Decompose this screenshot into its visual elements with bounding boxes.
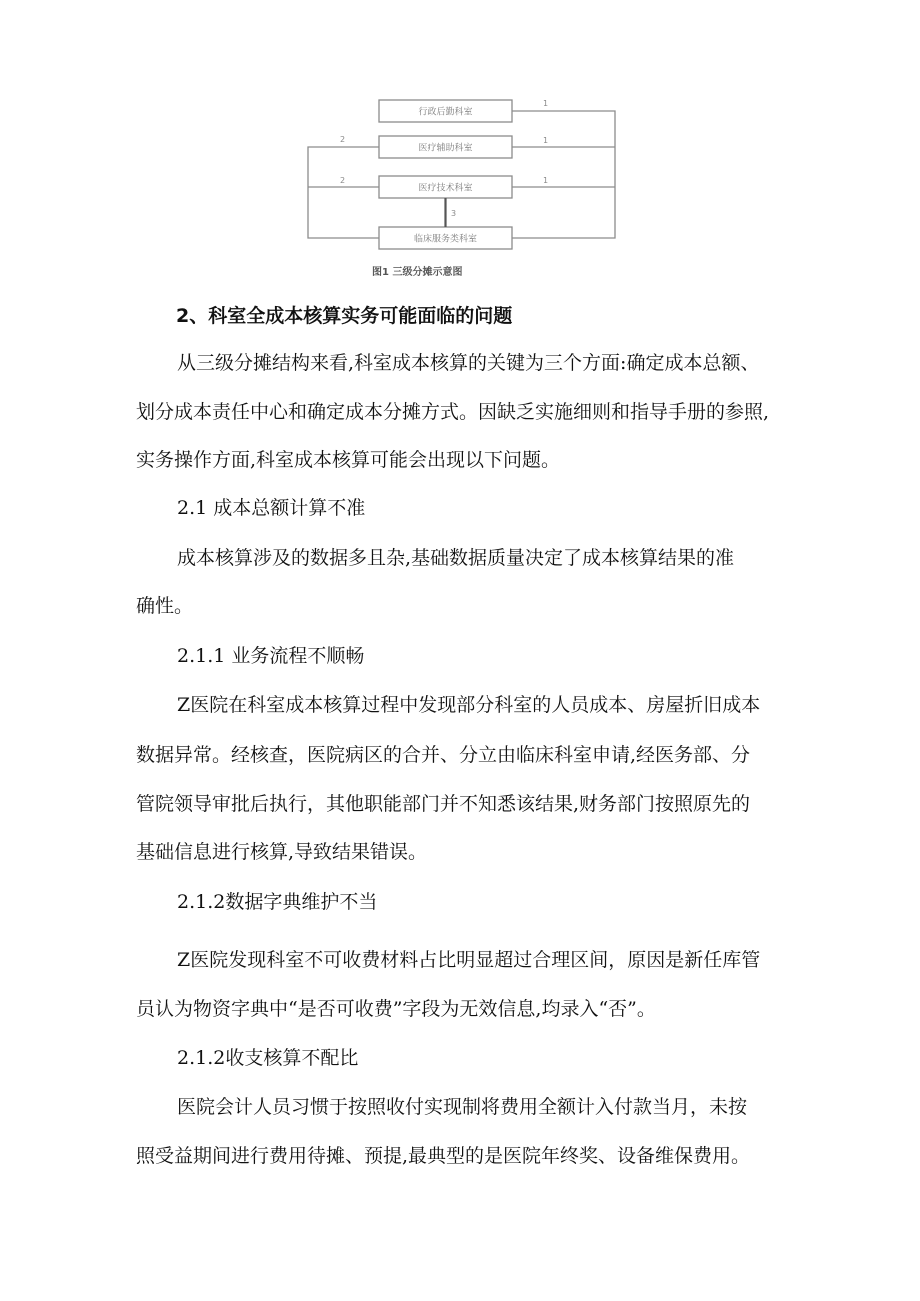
edge-label-center: 3 (451, 209, 457, 218)
subheading-2-1-2-dictionary: 2.1.2数据字典维护不当 (177, 891, 378, 913)
intro-line-3: 实务操作方面,科室成本核算可能会出现以下问题。 (136, 449, 561, 471)
allocation-diagram-svg (300, 90, 620, 285)
intro-line-2: 划分成本责任中心和确定成本分摊方式。因缺乏实施细则和指导手册的参照, (136, 401, 770, 423)
edge-label-right-lower: 1 (543, 176, 549, 185)
para-2-1-line-1: 成本核算涉及的数据多且杂,基础数据质量决定了成本核算结果的准 (177, 547, 735, 569)
edge-label-right-top: 1 (543, 99, 549, 108)
intro-line-1: 从三级分摊结构来看,科室成本核算的关键为三个方面:确定成本总额、 (177, 352, 760, 374)
allocation-diagram (300, 90, 620, 285)
para-2-1-line-2: 确性。 (136, 595, 194, 617)
para-2-1-1-line-3: 管院领导审批后执行，其他职能部门并不知悉该结果,财务部门按照原先的 (136, 793, 751, 815)
box-label-admin: 行政后勤科室 (418, 107, 473, 118)
edge-label-left-upper: 2 (340, 135, 346, 144)
para-2-1-1-line-4: 基础信息进行核算,导致结果错误。 (136, 841, 428, 863)
para-2-1-2-matching-line-2: 照受益期间进行费用待摊、预提,最典型的是医院年终奖、设备维保费用。 (136, 1145, 751, 1167)
subheading-2-1-1: 2.1.1 业务流程不顺畅 (177, 645, 365, 667)
para-2-1-2-dictionary-line-1: Z医院发现科室不可收费材料占比明显超过合理区间，原因是新任库管 (177, 949, 761, 971)
subheading-2-1: 2.1 成本总额计算不准 (177, 497, 366, 519)
para-2-1-1-line-1: Z医院在科室成本核算过程中发现部分科室的人员成本、房屋折旧成本 (177, 694, 761, 716)
box-label-clinical: 临床服务类科室 (413, 234, 478, 245)
para-2-1-2-dictionary-line-2: 员认为物资字典中“是否可收费”字段为无效信息,均录入“否”。 (136, 998, 656, 1020)
subheading-2-1-2-matching: 2.1.2收支核算不配比 (177, 1047, 359, 1069)
box-label-tech: 医疗技术科室 (418, 183, 473, 194)
para-2-1-1-line-2: 数据异常。经核查，医院病区的合并、分立由临床科室申请,经医务部、分 (136, 744, 751, 766)
box-label-support: 医疗辅助科室 (418, 143, 473, 154)
edge-label-left-lower: 2 (340, 176, 346, 185)
figure-caption: 图1 三级分摊示意图 (372, 267, 463, 278)
para-2-1-2-matching-line-1: 医院会计人员习惯于按照收付实现制将费用全额计入付款当月，未按 (177, 1096, 748, 1118)
edge-admin-right (512, 111, 615, 238)
edge-label-right-mid: 1 (543, 136, 549, 145)
section-heading: 2、科室全成本核算实务可能面临的问题 (176, 305, 513, 327)
edge-support-left (308, 147, 379, 238)
